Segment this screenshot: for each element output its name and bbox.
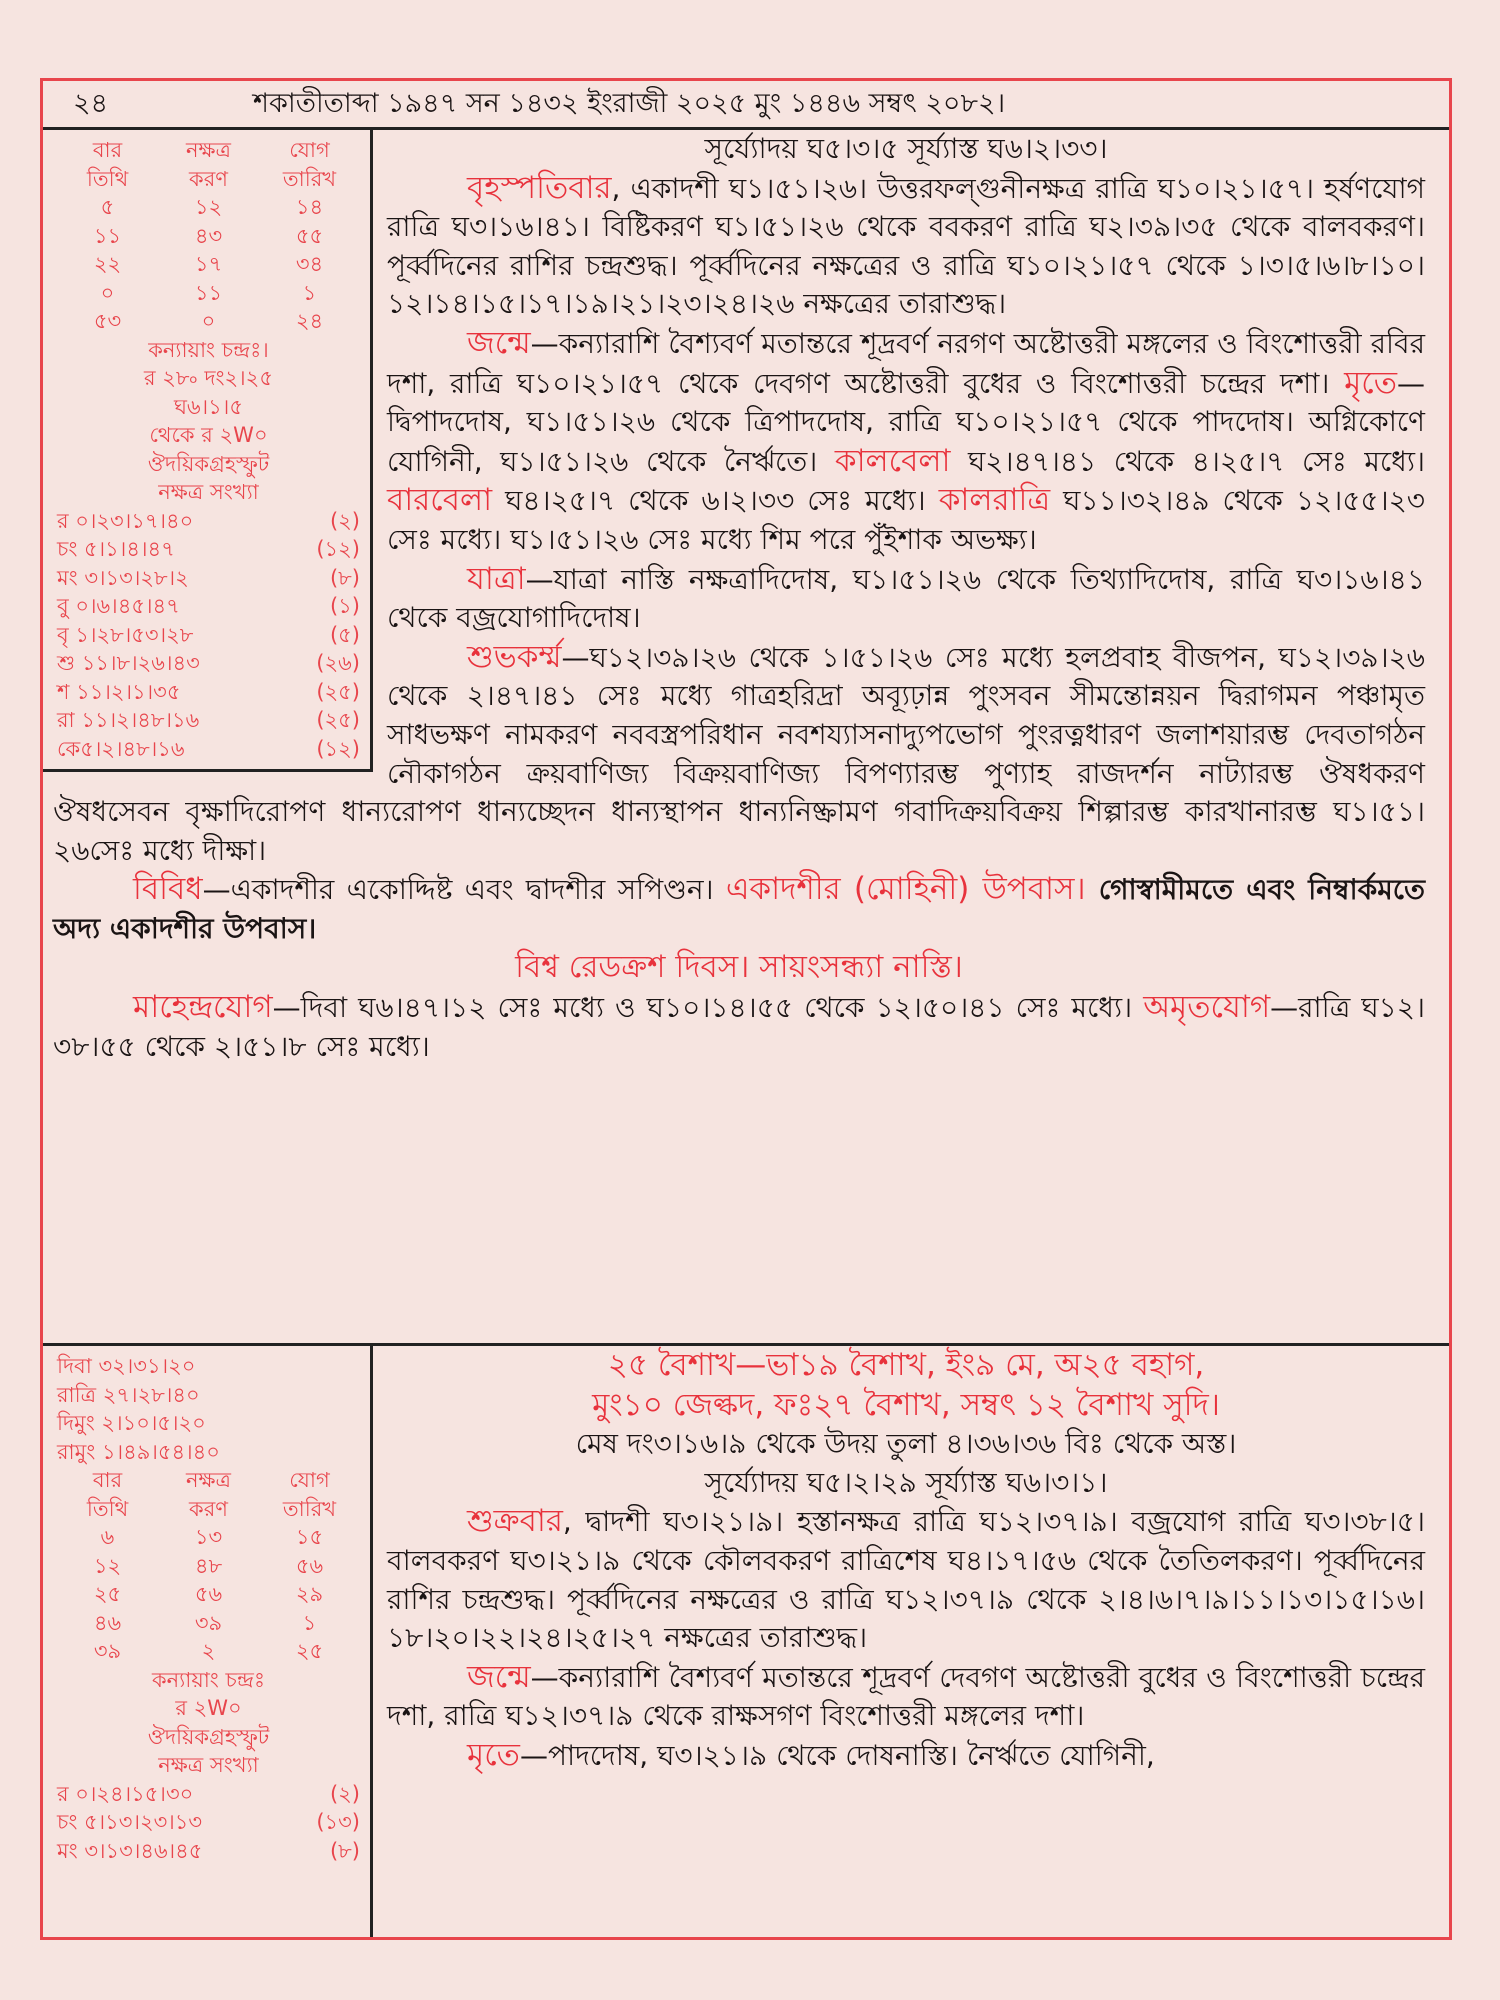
- nakshatra-number: (৫): [329, 622, 360, 647]
- heading-term: একাদশীর (মোহিনী) উপবাস।: [725, 871, 1086, 908]
- nakshatra-number: (৮): [329, 565, 360, 590]
- grid-cell: ১: [302, 280, 317, 305]
- heading-term: মাহেন্দ্রযোগ: [133, 989, 273, 1026]
- planet-position-row: [57, 535, 360, 564]
- page-header: [43, 81, 1449, 130]
- planet-position-row: [57, 1808, 360, 1837]
- planet-position: শু ১১।৮।২৬।৪৩: [57, 651, 200, 675]
- grid-cell: ৩৪: [295, 252, 324, 276]
- planet-position-row: [57, 706, 360, 735]
- grid-cell: ৩৯: [93, 1639, 122, 1663]
- heading-term: বিশ্ব রেডক্রশ দিবস। সায়ংসন্ধ্যা নাস্তি।: [515, 949, 963, 986]
- text-run: —ঘ১২।৩৯।২৬ থেকে ১।৫১।২৬ সেঃ মধ্যে হলপ্রবাহ বীজপন, ঘ১২।৩৯।২৬ থেকে ২।৪৭।৪১ সেঃ মধ্যে গাত্রহরিদ্রা অব্যূঢ়ান্ন পুংসবন সীমন্তোন্নয়ন দ্বিরাগমন পঞ্চামৃত সাধভক্ষণ নামকরণ নববস্ত্রপরিধান নবশয্যাসনাদ্যুপভোগ পুংরত্নধারণ জলাশয়ারম্ভ দেবতাগঠন নৌকাগঠন ক্রয়বাণিজ্য বিক্রয়বাণিজ্য বিপণ্যারম্ভ পুণ্যাহ রাজদর্শন নাট্যারম্ভ ঔষধকরণ ঔষধসেবন বৃক্ষাদিরোপণ ধান্যরোপণ ধান্যচ্ছেদন ধান্যস্থাপন ধান্যনিষ্ক্রামণ গবাদিক্রয়বিক্রয় শিল্পারম্ভ কারখানারম্ভ ঘ১।৫১।২৬সেঃ মধ্যে দীক্ষা।: [53, 640, 1425, 867]
- heading-term: কালবেলা: [834, 442, 951, 479]
- heading-term: অমৃতযোগ: [1143, 989, 1271, 1026]
- day-section-thursday: [43, 130, 1449, 1320]
- page-frame: [40, 78, 1452, 1940]
- grid-cell: ৫৫: [295, 223, 324, 248]
- heading-term: জন্মে: [467, 1658, 531, 1695]
- info-line: র ২W০: [175, 1696, 242, 1720]
- planet-position: মং ৩।১৩।৪৬।৪৫: [57, 1838, 203, 1863]
- grid-cell: ০: [100, 280, 115, 305]
- grid-cell: ১২: [194, 195, 223, 219]
- grid-cell: ২৫: [93, 1582, 122, 1606]
- duration-line: রাত্রি ২৭।২৮।৪০: [57, 1382, 200, 1407]
- heading-term: মুং১০ জেল্কদ, ফঃ২৭ বৈশাখ, সম্বৎ ১২ বৈশাখ সুদি।: [592, 1386, 1220, 1423]
- grid-cell: ২৫: [295, 1639, 324, 1663]
- column-header: নক্ষত্র: [186, 1468, 231, 1492]
- nakshatra-number: (১২): [316, 736, 360, 761]
- grid-cell: ৫৩: [93, 309, 122, 333]
- nakshatra-number: (১২): [316, 537, 360, 561]
- nakshatra-number: (১): [329, 594, 360, 618]
- column-header: যোগ: [289, 138, 330, 162]
- grid-cell: ৫: [100, 195, 115, 219]
- heading-term: মৃতে: [1344, 364, 1397, 401]
- planet-position-row: [57, 621, 360, 650]
- planet-position: কে৫।২।৪৮।১৬: [57, 736, 185, 761]
- grid-cell: ৫৬: [295, 1553, 324, 1578]
- column-header: নক্ষত্র: [186, 138, 231, 162]
- planet-position: চং ৫।১।৪।৪৭: [57, 537, 175, 561]
- text-run: —যাত্রা নাস্তি নক্ষত্রাদিদোষ, ঘ১।৫১।২৬ থেকে তিথ্যাদিদোষ, রাত্রি ঘ৩।১৬।৪১ থেকে বজ্রযোগাদিদোষ।: [387, 562, 1425, 635]
- planet-position-row: [57, 678, 360, 707]
- heading-term: বারবেলা: [387, 482, 493, 519]
- text-run: —পাদদোষ, ঘ৩।২১।৯ থেকে দোষনাস্তি। নৈর্ঋতে যোগিনী,: [519, 1738, 1155, 1772]
- grid-cell: ১৭: [194, 252, 223, 276]
- heading-term: কালরাত্রি: [938, 482, 1051, 519]
- duration-line: দিমুং ২।১০।৫।২০: [57, 1411, 206, 1435]
- column-header: তারিখ: [282, 166, 337, 191]
- info-line: নক্ষত্র সংখ্যা: [158, 1753, 259, 1777]
- grid-cell: ৪৬: [93, 1610, 122, 1635]
- planet-position: বু ০।৬।৪৫।৪৭: [57, 594, 180, 618]
- info-line: নক্ষত্র সংখ্যা: [158, 480, 259, 504]
- heading-term: শুক্রবার: [467, 1503, 563, 1540]
- planet-position: বৃ ১।২৮।৫৩।২৮: [57, 622, 194, 647]
- duration-line: দিবা ৩২।৩১।২০: [57, 1354, 196, 1378]
- planet-position-row: [57, 1837, 360, 1866]
- planet-position: র ০।২৪।১৫।৩০: [57, 1781, 194, 1806]
- planet-position-row: [57, 507, 360, 536]
- panchang-grid: [57, 1466, 360, 1666]
- column-header: করণ: [189, 1496, 228, 1521]
- column-header: তিথি: [86, 1496, 129, 1521]
- grid-cell: ১৩: [194, 1525, 223, 1549]
- duration-line: রামুং ১।৪৯।৫৪।৪০: [57, 1439, 220, 1464]
- grid-cell: ১১: [93, 223, 122, 248]
- paragraph: [53, 870, 1425, 948]
- panchang-grid: [57, 136, 360, 336]
- info-line: র ২৮৹ দং২।২৫: [144, 366, 273, 390]
- info-line: কন্যায়াং চন্দ্রঃ: [151, 1667, 266, 1692]
- sidebar-table-2: [43, 1346, 373, 1937]
- sidebar-table-1: [43, 130, 373, 772]
- text-run: সূর্য্যোদয় ঘ৫।৩।৫ সূর্য্যাস্ত ঘ৬।২।৩৩।: [704, 132, 1108, 165]
- grid-cell: ২৪: [295, 309, 324, 333]
- planet-position: র ০।২৩।১৭।৪০: [57, 508, 194, 533]
- grid-cell: ২৯: [295, 1582, 324, 1606]
- paragraph: [53, 948, 1425, 988]
- text-run: —দ্বিপাদদোষ, ঘ১।৫১।২৬ থেকে ত্রিপাদদোষ, রাত্রি ঘ১০।২১।৫৭ থেকে পাদদোষ। অগ্নিকোণে যোগিনী, ঘ১।৫১।২৬ থেকে নৈর্ঋতে।: [387, 366, 1425, 478]
- text-run: ঘ৪।২৫।৭ থেকে ৬।২।৩৩ সেঃ মধ্যে।: [492, 484, 939, 518]
- column-header: করণ: [189, 166, 228, 191]
- text-run: গোস্বামীমতে এবং নিম্বার্কমতে অদ্য একাদশীর উপবাস।: [53, 873, 1425, 945]
- planet-position-row: [57, 1780, 360, 1809]
- planet-position: রা ১১।২।৪৮।১৬: [57, 708, 200, 732]
- planet-position-row: [57, 564, 360, 593]
- heading-term: বৃহস্পতিবার: [467, 169, 612, 206]
- planet-position-row: [57, 592, 360, 621]
- grid-cell: ৪৩: [194, 223, 223, 248]
- heading-term: শুভকর্ম্ম: [467, 638, 562, 675]
- text-run: মেষ দং৩।১৬।৯ থেকে উদয় তুলা ৪।৩৬।৩৬ বিঃ থেকে অস্ত।: [575, 1427, 1237, 1461]
- grid-cell: ২: [201, 1639, 216, 1663]
- column-header: বার: [92, 1468, 123, 1492]
- info-line: থেকে র ২W০: [149, 423, 268, 447]
- text-run: ঘ১১।৩২।৪৯ থেকে ১২।৫৫।২৩ সেঃ মধ্যে। ঘ১।৫১।২৬ সেঃ মধ্যে শিম পরে পুঁইশাক অভক্ষ্য।: [387, 484, 1426, 556]
- grid-cell: ১১: [194, 280, 223, 305]
- text-run: —কন্যারাশি বৈশ্যবর্ণ মতান্তরে শূদ্রবর্ণ দেবগণ অষ্টোত্তরী বুধের ও বিংশোত্তরী চন্দ্রের দশা, রাত্রি ঘ১২।৩৭।৯ থেকে রাক্ষসগণ বিংশোত্তরী মঙ্গলের দশা।: [387, 1660, 1425, 1733]
- heading-term: ২৫ বৈশাখ—ভা১৯ বৈশাখ, ইং৯ মে, অ২৫ বহাগ,: [607, 1347, 1205, 1383]
- page-number: ২৪: [73, 88, 109, 119]
- text-run: —দিবা ঘ৬।৪৭।১২ সেঃ মধ্যে ও ঘ১০।১৪।৫৫ থেকে ১২।৫০।৪১ সেঃ মধ্যে।: [272, 991, 1144, 1025]
- nakshatra-number: (২৬): [316, 651, 360, 675]
- info-line: ঔদয়িকগ্রহস্ফুট: [147, 451, 270, 476]
- grid-cell: ১২: [93, 1553, 122, 1578]
- planet-position: চং ৫।১৩।২৩।১৩: [57, 1810, 203, 1834]
- info-line: কন্যায়াং চন্দ্রঃ।: [148, 337, 269, 362]
- nakshatra-number: (২): [329, 1781, 360, 1806]
- info-line: ঘ৬।১।৫: [174, 394, 243, 419]
- nakshatra-number: (২): [329, 508, 360, 533]
- planet-position-row: [57, 735, 360, 764]
- day-section-friday: [43, 1343, 1449, 1937]
- grid-cell: ১: [302, 1610, 317, 1635]
- heading-term: যাত্রা: [467, 560, 526, 597]
- paragraph: [53, 988, 1425, 1066]
- planet-position-row: [57, 649, 360, 678]
- grid-cell: ৩৯: [194, 1610, 223, 1635]
- planet-position: শ ১১।২।১।৩৫: [57, 679, 181, 704]
- nakshatra-number: (২৫): [316, 679, 360, 704]
- grid-cell: ৫৬: [194, 1582, 223, 1606]
- text-run: ঘ২।৪৭।৪১ থেকে ৪।২৫।৭ সেঃ মধ্যে।: [950, 444, 1426, 478]
- info-line: ঔদয়িকগ্রহস্ফুট: [147, 1724, 270, 1749]
- heading-term: বিবিধ: [133, 871, 203, 908]
- grid-cell: ০: [201, 309, 216, 333]
- text-run: —রাত্রি ঘ১২।৩৮।৫৫ থেকে ২।৫১।৮ সেঃ মধ্যে।: [53, 991, 1426, 1063]
- grid-cell: ১৫: [295, 1525, 324, 1549]
- nakshatra-number: (৮): [329, 1838, 360, 1863]
- heading-term: জন্মে: [467, 324, 531, 361]
- text-run: —কন্যারাশি বৈশ্যবর্ণ মতান্তরে শূদ্রবর্ণ নরগণ অষ্টোত্তরী মঙ্গলের ও বিংশোত্তরী রবির দশা, রাত্রি ঘ১০।২১।৫৭ থেকে দেবগণ অষ্টোত্তরী বুধের ও বিংশোত্তরী চন্দ্রের দশা।: [387, 326, 1425, 400]
- text-run: —একাদশীর একোদ্দিষ্ট এবং দ্বাদশীর সপিণ্ডন।: [202, 873, 726, 907]
- text-run: , দ্বাদশী ঘ৩।২১।৯। হস্তানক্ষত্র রাত্রি ঘ১২।৩৭।৯। বজ্রযোগ রাত্রি ঘ৩।৩৮।৫। বালবকরণ ঘ৩।২১।৯ থেকে কৌলবকরণ রাত্রিশেষ ঘ৪।১৭।৫৬ থেকে তৈতিলকরণ। পূর্ব্বদিনের রাশির চন্দ্রশুদ্ধ। পূর্ব্বদিনের নক্ষত্রের ও রাত্রি ঘ১২।৩৭।৯ থেকে ২।৪।৬।৭।৯।১১।১৩।১৫।১৬।১৮।২০।২২।২৪।২৫।২৭ নক্ষত্রের তারাশুদ্ধ।: [387, 1505, 1425, 1655]
- column-header: তিথি: [86, 166, 129, 191]
- nakshatra-number: (২৫): [316, 708, 360, 732]
- grid-cell: ২২: [93, 252, 122, 276]
- heading-term: মৃতে: [467, 1736, 520, 1773]
- column-header: বার: [92, 138, 123, 162]
- grid-cell: ১৪: [295, 195, 324, 219]
- column-header: যোগ: [289, 1468, 330, 1492]
- column-header: তারিখ: [282, 1496, 337, 1521]
- nakshatra-number: (১৩): [316, 1810, 360, 1834]
- grid-cell: ৬: [100, 1525, 115, 1549]
- grid-cell: ৪৮: [194, 1553, 223, 1578]
- planet-position: মং ৩।১৩।২৮।২: [57, 565, 189, 590]
- text-run: সূর্য্যোদয় ঘ৫।২।২৯ সূর্য্যাস্ত ঘ৬।৩।১।: [704, 1465, 1108, 1499]
- era-title: শকাতীতাব্দা ১৯৪৭ সন ১৪৩২ ইংরাজী ২০২৫ মুং ১৪৪৬ সম্বৎ ২০৮২।: [253, 88, 1006, 119]
- text-run: , একাদশী ঘ১।৫১।২৬। উত্তরফল্গুনীনক্ষত্র রাত্রি ঘ১০।২১।৫৭। হর্ষণযোগ রাত্রি ঘ৩।১৬।৪১। বিষ্টিকরণ ঘ১।৫১।২৬ থেকে ববকরণ রাত্রি ঘ২।৩৯।৩৫ থেকে বালবকরণ। পূর্ব্বদিনের রাশির চন্দ্রশুদ্ধ। পূর্ব্বদিনের নক্ষত্রের ও রাত্রি ঘ১০।২১।৫৭ থেকে ১।৩।৫।৬।৮।১০।১২।১৪।১৫।১৭।১৯।২১।২৩।২৪।২৬ নক্ষত্রের তারাশুদ্ধ।: [387, 171, 1425, 321]
